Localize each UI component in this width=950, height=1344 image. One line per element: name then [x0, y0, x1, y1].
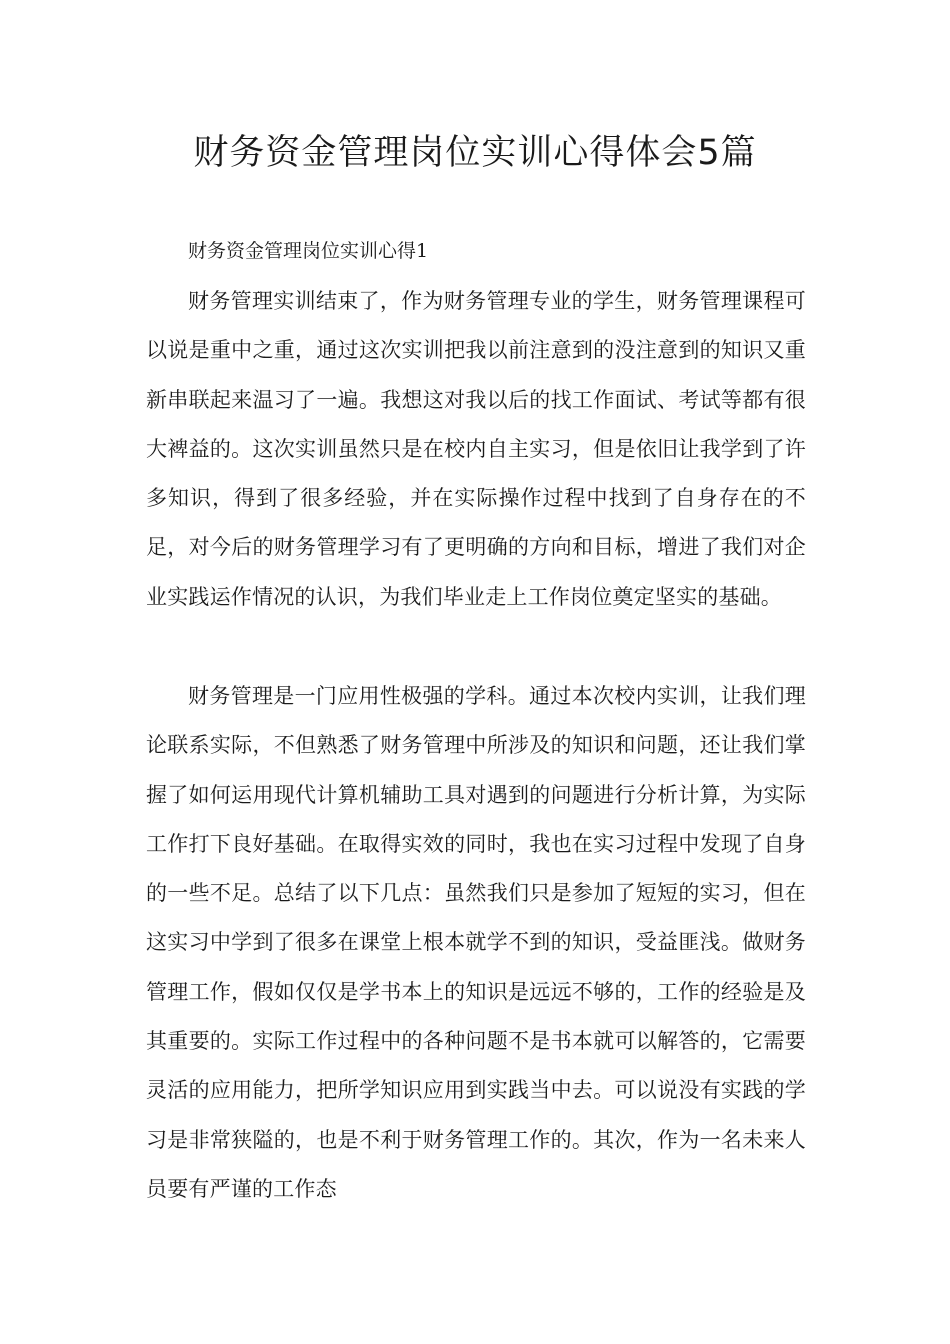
paragraph-2-block — [146, 672, 806, 1214]
section-heading: 财务资金管理岗位实训心得1 — [188, 240, 429, 262]
document-title: 财务资金管理岗位实训心得体会5篇 — [193, 133, 757, 173]
paragraph: 财务管理实训结束了，作为财务管理专业的学生，财务管理课程可以说是重中之重，通过这次实训把我以前注意到的没注意到的知识又重新串联起来温习了一遍。我想这对我以后的找工作面试、考试等都有很大裨益的。这次实训虽然只是在校内自主实习，但是依旧让我学到了许多知识，得到了很多经验，并在实际操作过程中找到了自身存在的不足，对今后的财务管理学习有了更明确的方向和目标，增进了我们对企业实践运作情况的认识，为我们毕业走上工作岗位奠定坚实的基础。 — [146, 289, 806, 609]
paragraph-1-block — [146, 277, 806, 622]
paragraph: 财务管理是一门应用性极强的学科。通过本次校内实训，让我们理论联系实际，不但熟悉了财务管理中所涉及的知识和问题，还让我们掌握了如何运用现代计算机辅助工具对遇到的问题进行分析计算，为实际工作打下良好基础。在取得实效的同时，我也在实习过程中发现了自身的一些不足。总结了以下几点：虽然我们只是参加了短短的实习，但在这实习中学到了很多在课堂上根本就学不到的知识，受益匪浅。做财务管理工作，假如仅仅是学书本上的知识是远远不够的，工作的经验是及其重要的。实际工作过程中的各种问题不是书本就可以解答的，它需要灵活的应用能力，把所学知识应用到实践当中去。可以说没有实践的学习是非常狭隘的，也是不利于财务管理工作的。其次，作为一名未来人员要有严谨的工作态 — [146, 684, 806, 1201]
